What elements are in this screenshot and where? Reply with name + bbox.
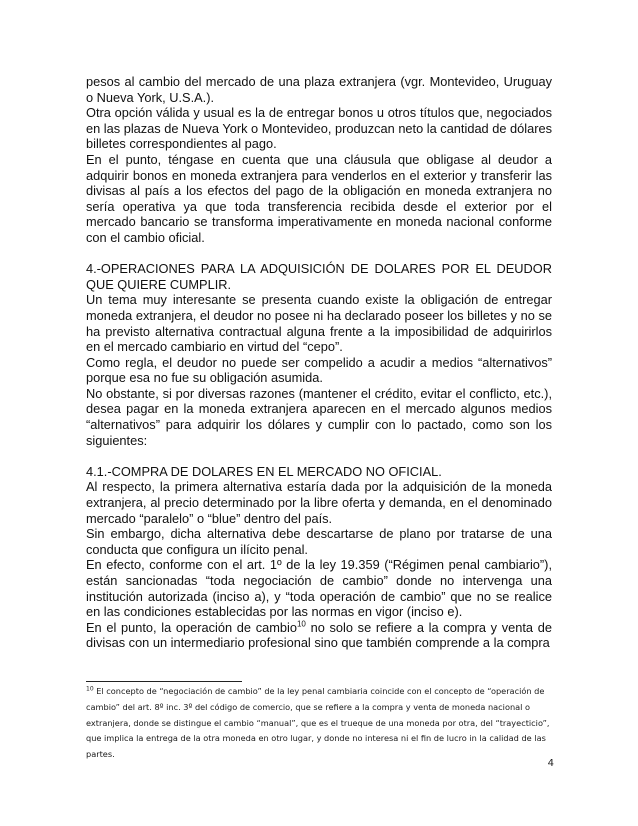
paragraph: pesos al cambio del mercado de una plaza extranjera (vgr. Montevideo, Uruguay o Nueva York, U.S.A.). [86,74,552,105]
paragraph-gap [86,448,552,464]
footnote-text: El concepto de “negociación de cambio” de la ley penal cambiaria coincide con el concepto de “operación de cambio” del art. 8º inc. 3º del código de comercio, que se refiere a la compra y venta de moneda nacional o extranjera, donde se distingue el cambio “manual”, que es el trueque de una moneda por otra, del “trayecticio”, que implica la entrega de la otra moneda en otro lugar, y donde no interesa ni el fin de lucro in la calidad de las partes. [86,686,550,760]
paragraph: En efecto, conforme con el art. 1º de la ley 19.359 (“Régimen penal cambiario”), están sancionadas “toda negociación de cambio” donde no intervenga una institución autorizada (inciso a), y “toda operación de cambio” que no se realice en las condiciones establecidas por las normas en vigor (inciso e). [86,557,552,620]
section-heading-4: 4.-OPERACIONES PARA LA ADQUISICIÓN DE DOLARES POR EL DEUDOR QUE QUIERE CUMPLIR. [86,261,552,292]
paragraph: Otra opción válida y usual es la de entregar bonos u otros títulos que, negociados en las plazas de Nueva York o Montevideo, produzcan neto la cantidad de dólares billetes correspondientes al pago. [86,105,552,152]
paragraph-text: En el punto, la operación de cambio [86,619,297,635]
page-number: 4 [547,758,554,769]
paragraph-gap [86,246,552,262]
paragraph [86,620,552,651]
paragraph-text: no solo se refiere a la compra y venta de divisas con un intermediario profesional sino que también comprende a la compra [86,619,552,651]
footnote [86,684,552,763]
section-heading-4-1: 4.1.-COMPRA DE DOLARES EN EL MERCADO NO OFICIAL. [86,463,442,479]
paragraph: No obstante, si por diversas razones (mantener el crédito, evitar el conflicto, etc.), desea pagar en la moneda extranjera aparecen en el mercado algunos medios “alternativos” para adquirir los dólares y cumplir con lo pactado, como son los siguientes: [86,385,552,448]
paragraph: Sin embargo, dicha alternativa debe descartarse de plano por tratarse de una conducta que configura un ilícito penal. [86,526,552,557]
paragraph: Al respecto, la primera alternativa estaría dada por la adquisición de la moneda extranjera, al precio determinado por la libre oferta y demanda, en el denominado mercado “paralelo” o “blue” dentro del país. [86,479,552,526]
paragraph: Un tema muy interesante se presenta cuando existe la obligación de entregar moneda extranjera, el deudor no posee ni ha declarado poseer los billetes y no se ha previsto alternativa contractual alguna frente a la imposibilidad de adquirirlos en el mercado cambiario en virtud del “cepo”. [86,292,552,355]
paragraph: Como regla, el deudor no puede ser compelido a acudir a medios “alternativos” porque esa no fue su obligación asumida. [86,354,552,386]
footnote-marker: 10 [86,685,94,693]
body-text [86,74,552,651]
paragraph: En el punto, téngase en cuenta que una cláusula que obligase al deudor a adquirir bonos en moneda extranjera para venderlos en el exterior y transferir las divisas al país a los efectos del pago de la obligación en moneda extranjera no sería operativa ya que toda transferencia recibida desde el exterior por el mercado bancario se transforma imperativamente en moneda nacional conforme con el cambio oficial. [86,151,552,245]
footnote-separator [86,681,242,682]
footnote-reference[interactable]: 10 [296,619,306,629]
